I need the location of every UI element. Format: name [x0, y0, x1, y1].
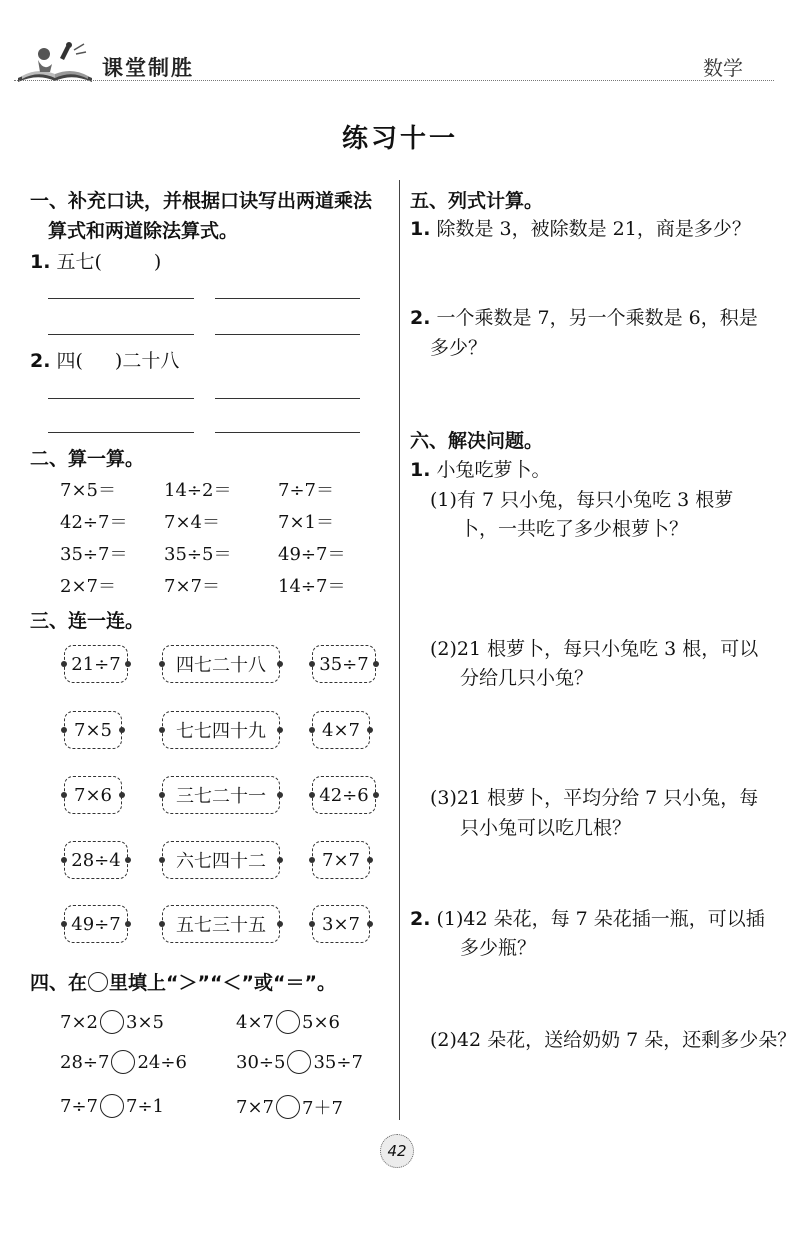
s4-title-a: 四、在 — [30, 972, 88, 994]
book-mascot-icon — [14, 38, 96, 84]
calc-item: 35÷5＝ — [164, 544, 232, 565]
header-divider — [14, 80, 774, 81]
section-1-title: 一、补充口诀，并根据口诀写出两道乘法 — [30, 190, 373, 212]
match-right-card[interactable]: 35÷7 — [312, 645, 376, 683]
match-middle-card[interactable]: 五七三十五 — [162, 905, 280, 943]
section-4-title — [30, 968, 336, 995]
s6-question-2 — [410, 904, 765, 931]
s5-q1-number: 1. — [410, 218, 431, 240]
compare-right: 35÷7 — [313, 1051, 363, 1073]
s6-question-1 — [410, 455, 551, 482]
s1-q2-rest: )二十八 — [114, 350, 180, 372]
s6-q1a-line1: (1)有 7 只小兔，每只小兔吃 3 根萝 — [430, 489, 734, 511]
s5-q2-line2: 多少？ — [430, 337, 488, 359]
answer-line[interactable] — [215, 334, 360, 335]
calc-item: 2×7＝ — [60, 576, 116, 597]
section-1-title-cont: 算式和两道除法算式。 — [48, 220, 239, 242]
match-right-card[interactable]: 4×7 — [312, 711, 370, 749]
compare-item — [60, 1050, 187, 1074]
s6-q2a-line1: (1)42 朵花，每 7 朵花插一瓶，可以插 — [436, 908, 765, 930]
compare-circle[interactable] — [111, 1050, 135, 1074]
compare-circle[interactable] — [100, 1094, 124, 1118]
calc-item: 42÷7＝ — [60, 512, 128, 533]
match-left-card[interactable]: 28÷4 — [64, 841, 128, 879]
calc-item: 7×4＝ — [164, 512, 220, 533]
compare-left: 30÷5 — [236, 1051, 286, 1073]
s6-q1b-line2: 分给几只小兔？ — [460, 667, 594, 689]
s6-q1a-line2: 卜，一共吃了多少根萝卜？ — [460, 518, 689, 540]
header-brand: 课堂制胜 — [102, 56, 194, 80]
compare-left: 28÷7 — [60, 1051, 110, 1073]
answer-line[interactable] — [48, 334, 194, 335]
s6-q2a-line2: 多少瓶？ — [460, 937, 537, 959]
s1-q1-close: ) — [153, 251, 162, 273]
match-middle-card[interactable]: 四七二十八 — [162, 645, 280, 683]
match-left-card[interactable]: 7×6 — [64, 776, 122, 814]
section-5-title: 五、列式计算。 — [410, 190, 544, 212]
calc-item: 35÷7＝ — [60, 544, 128, 565]
s1-q2-number: 2. — [30, 350, 51, 372]
s6-q1b-line1: (2)21 根萝卜，每只小兔吃 3 根，可以 — [430, 638, 759, 660]
match-right-card[interactable]: 7×7 — [312, 841, 370, 879]
s5-q2-number: 2. — [410, 307, 431, 329]
compare-item — [60, 1010, 164, 1034]
answer-line[interactable] — [215, 398, 360, 399]
s5-question-1 — [410, 214, 751, 241]
compare-right: 5×6 — [302, 1011, 340, 1033]
compare-left: 7×7 — [236, 1096, 274, 1118]
page-title: 练习十一 — [341, 124, 458, 154]
match-right-card[interactable]: 42÷6 — [312, 776, 376, 814]
compare-left: 4×7 — [236, 1011, 274, 1033]
answer-line[interactable] — [48, 398, 194, 399]
calc-item: 7×1＝ — [278, 512, 334, 533]
compare-circle[interactable] — [276, 1095, 300, 1119]
compare-circle[interactable] — [287, 1050, 311, 1074]
compare-left: 7÷7 — [60, 1095, 98, 1117]
section-2-title: 二、算一算。 — [30, 448, 145, 470]
s1-question-2 — [30, 346, 179, 373]
compare-right: 3×5 — [126, 1011, 164, 1033]
answer-line[interactable] — [215, 298, 360, 299]
s6-q2-number: 2. — [410, 908, 431, 930]
s6-q1c-line1: (3)21 根萝卜，平均分给 7 只小兔，每 — [430, 787, 759, 809]
s6-q1-number: 1. — [410, 459, 431, 481]
match-middle-card[interactable]: 六七四十二 — [162, 841, 280, 879]
match-left-card[interactable]: 21÷7 — [64, 645, 128, 683]
calc-item: 14÷2＝ — [164, 480, 232, 501]
match-middle-card[interactable]: 七七四十九 — [162, 711, 280, 749]
column-divider — [399, 180, 400, 1120]
answer-line[interactable] — [215, 432, 360, 433]
compare-item — [236, 1010, 340, 1034]
s5-question-2 — [410, 303, 758, 330]
calc-item: 49÷7＝ — [278, 544, 346, 565]
header-subject: 数学 — [703, 56, 743, 80]
compare-left: 7×2 — [60, 1011, 98, 1033]
match-left-card[interactable]: 49÷7 — [64, 905, 128, 943]
answer-line[interactable] — [48, 298, 194, 299]
match-right-card[interactable]: 3×7 — [312, 905, 370, 943]
calc-item: 7×7＝ — [164, 576, 220, 597]
s6-q2b-line1: (2)42 朵花，送给奶奶 7 朵，还剩多少朵？ — [430, 1029, 797, 1051]
s1-q1-text: 五七( — [56, 251, 102, 273]
s5-q1-text: 除数是 3，被除数是 21，商是多少？ — [436, 218, 751, 240]
calc-item: 14÷7＝ — [278, 576, 346, 597]
section-3-title: 三、连一连。 — [30, 610, 145, 632]
s1-q2-text: 四( — [56, 350, 83, 372]
compare-circle[interactable] — [276, 1010, 300, 1034]
compare-right: 7÷1 — [126, 1095, 164, 1117]
compare-item — [236, 1050, 363, 1074]
s1-q1-number: 1. — [30, 251, 51, 273]
answer-line[interactable] — [48, 432, 194, 433]
match-middle-card[interactable]: 三七二十一 — [162, 776, 280, 814]
s4-title-b: 里填上“＞”“＜”或“＝”。 — [109, 972, 336, 994]
s1-question-1 — [30, 247, 161, 274]
match-left-card[interactable]: 7×5 — [64, 711, 122, 749]
calc-item: 7×5＝ — [60, 480, 116, 501]
s6-q1c-line2: 只小兔可以吃几根？ — [460, 817, 632, 839]
section-6-title: 六、解决问题。 — [410, 430, 544, 452]
compare-right: 24÷6 — [137, 1051, 187, 1073]
page-number: 42 — [387, 1142, 407, 1160]
page-number-badge — [380, 1134, 414, 1168]
header-logo — [14, 38, 96, 84]
s6-q1-title: 小兔吃萝卜。 — [436, 459, 551, 481]
circle-icon — [88, 972, 108, 992]
compare-circle[interactable] — [100, 1010, 124, 1034]
compare-item — [236, 1094, 343, 1120]
s5-q2-line1: 一个乘数是 7，另一个乘数是 6，积是 — [436, 307, 758, 329]
compare-item — [60, 1094, 164, 1118]
calc-item: 7÷7＝ — [278, 480, 334, 501]
compare-right: 7＋7 — [302, 1098, 343, 1119]
